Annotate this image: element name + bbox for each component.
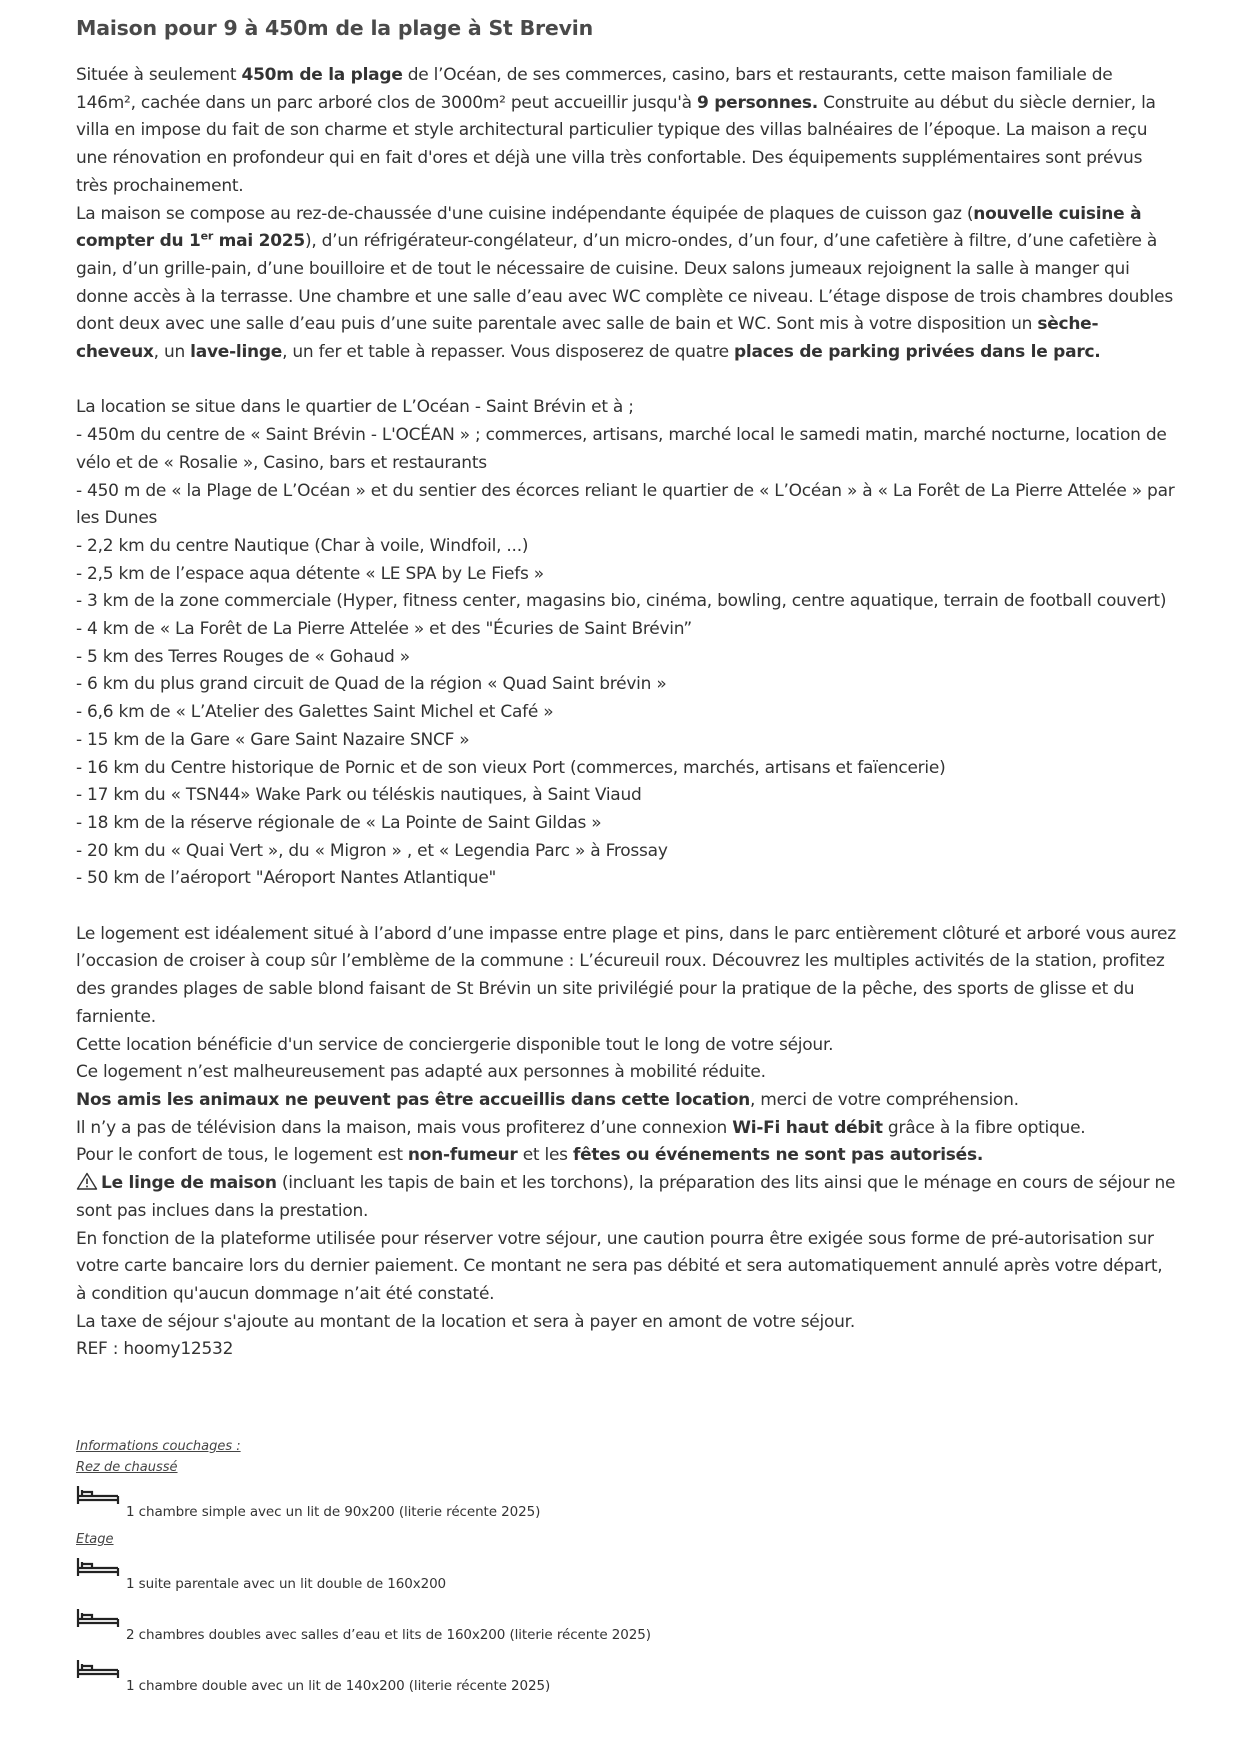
list-item: - 18 km de la réserve régionale de « La Pointe de Saint Gildas » [76,812,602,833]
text-bold: sèche-cheveux [76,314,1099,363]
list-item: - 16 km du Centre historique de Pornic et de son vieux Port (commerces, marchés, artisans et faïencerie) [76,757,946,778]
bed-icon [76,1556,120,1578]
list-item: - 4 km de « La Forêt de La Pierre Attelée » et des "Écuries de Saint Brévin” [76,619,692,640]
linen-note [76,1170,1176,1225]
list-item: - 5 km des Terres Rouges de « Gohaud » [76,646,410,667]
list-item: - 50 km de l’aéroport "Aéroport Nantes Atlantique" [76,868,497,889]
text: La maison se compose au rez-de-chaussée d'une cuisine indépendante équipée de plaques de cuisson gaz ( [76,203,974,224]
text: , un [153,342,191,363]
text: mai 2025 [213,231,305,252]
text: , merci de votre compréhension. [749,1089,1019,1110]
text-bold: places de parking privées dans le parc. [733,342,1101,363]
text: et les [517,1145,573,1166]
bed-row [76,1550,1176,1601]
text-bold: non-fumeur [407,1145,518,1166]
upstairs-label: Etage [76,1532,114,1547]
list-item: - 6,6 km de « L’Atelier des Galettes Saint Michel et Café » [76,702,554,723]
bed-icon [76,1658,120,1680]
sleeping-info [76,1436,1176,1703]
bed-row [76,1478,1176,1529]
text: , un fer et table à repasser. Vous disposerez de quatre [282,342,734,363]
page-title: Maison pour 9 à 450m de la plage à St Brevin [76,16,593,40]
warning-icon [76,1172,98,1190]
bed-icon [76,1607,120,1629]
list-item: - 20 km du « Quai Vert », du « Migron » , et « Legendia Parc » à Frossay [76,840,668,861]
description-body [76,62,1176,1364]
text-bold: lave-linge [190,342,283,363]
intro-paragraph-1 [76,62,1176,201]
text: Construite au début du siècle dernier, la villa en impose du fait de son charme et style architectural particulier typique des villas balnéaires de l’époque. La maison a reçu une rénovation en profondeur qui en fait d'ores et déjà une villa très confortable. Des équipements supplémentaires sont prévus très prochainement. [76,92,1156,196]
deposit-note: En fonction de la plateforme utilisée pour réserver votre séjour, une caution pourra être exigée sous forme de pré-autorisation sur votre carte bancaire lors du dernier paiement. Ce montant ne sera pas débité et sera automatiquement annulé après votre départ, à condition qu'aucun dommage n’ait été constaté. [76,1228,1163,1304]
list-item: - 2,5 km de l’espace aqua détente « LE SPA by Le Fiefs » [76,563,544,584]
superscript: er [200,229,214,243]
text-bold: 450m de la plage [241,65,403,85]
tax-note: La taxe de séjour s'ajoute au montant de la location et sera à payer en amont de votre séjour. [76,1311,855,1332]
text: ), d’un réfrigérateur-congélateur, d’un micro-ondes, d’un four, d’une cafetière à filtre, d’une cafetière à gain, d’un grille-pain, d’une bouilloire et de tout le nécessaire de cuisine. Deux salons jumeaux rejoignent la salle à manger qui donne accès à la terrasse. Une chambre et une salle d’eau avec WC complète ce niveau. L’étage dispose de trois chambres doubles dont deux avec une salle d’eau puis d’une suite parentale avec salle de bain et WC. Sont mis à votre disposition un [76,231,1173,335]
text-bold: fêtes ou événements ne sont pas autorisés. [572,1145,984,1166]
bed-description: 1 chambre simple avec un lit de 90x200 (literie récente 2025) [126,1504,541,1520]
text: Il n’y a pas de télévision dans la maison, mais vous profiterez d’une connexion [76,1117,733,1138]
text-bold: 9 personnes. [697,92,818,113]
rules-note [76,1142,1176,1170]
text: nouvelle cuisine à compter du 1 [76,203,1142,252]
location-list [76,422,1176,893]
bed-description: 1 chambre double avec un lit de 140x200 (literie récente 2025) [126,1678,551,1694]
text-bold: Le linge de maison [101,1173,277,1194]
ground-floor-label: Rez de chaussé [76,1460,178,1475]
bed-icon [76,1484,120,1506]
intro-paragraph-2 [76,201,1176,367]
wifi-note [76,1115,1176,1143]
list-item: - 2,2 km du centre Nautique (Char à voile, Windfoil, ...) [76,535,529,556]
details-paragraph: Le logement est idéalement situé à l’abord d’une impasse entre plage et pins, dans le parc entièrement clôturé et arboré vous aurez l’occasion de croiser à coup sûr l’emblème de la commune : L’écureuil roux. Découvrez les multiples activités de la station, profitez des grandes plages de sable blond faisant de St Brévin un site privilégié pour la pratique de la pêche, des sports de glisse et du farniente. [76,923,1176,1027]
text: de l’Océan, de ses commerces, casino, bars et restaurants, cette maison familiale de 146m², cachée dans un parc arboré clos de 3000m² peut accueillir jusqu'à [76,65,1113,113]
text: Située à seulement [76,65,242,85]
pets-note [76,1087,1176,1115]
bed-row [76,1652,1176,1703]
text: Pour le confort de tous, le logement est [76,1145,408,1166]
bed-description: 1 suite parentale avec un lit double de 160x200 [126,1576,447,1592]
list-item: - 450 m de « la Plage de L’Océan » et du sentier des écorces reliant le quartier de « L’Océan » à « La Forêt de La Pierre Attelée » par les Dunes [76,480,1175,529]
list-item: - 3 km de la zone commerciale (Hyper, fitness center, magasins bio, cinéma, bowling, centre aquatique, terrain de football couvert) [76,591,1167,612]
text: grâce à la fibre optique. [882,1117,1086,1138]
bed-description: 2 chambres doubles avec salles d’eau et lits de 160x200 (literie récente 2025) [126,1627,651,1643]
accessibility-note: Ce logement n’est malheureusement pas adapté aux personnes à mobilité réduite. [76,1062,766,1083]
reference: REF : hoomy12532 [76,1339,234,1360]
list-item: - 17 km du « TSN44» Wake Park ou téléskis nautiques, à Saint Viaud [76,785,642,806]
text-bold: Nos amis les animaux ne peuvent pas être accueillis dans cette location [76,1089,750,1110]
text: (incluant les tapis de bain et les torchons), la préparation des lits ainsi que le ménage en cours de séjour ne sont pas inclues dans la prestation. [76,1173,1176,1221]
list-item: - 450m du centre de « Saint Brévin - L'OCÉAN » ; commerces, artisans, marché local le samedi matin, marché nocturne, location de vélo et de « Rosalie », Casino, bars et restaurants [76,425,1167,473]
list-item: - 15 km de la Gare « Gare Saint Nazaire SNCF » [76,729,470,750]
bed-row [76,1601,1176,1652]
sleeping-label: Informations couchages : [76,1439,241,1454]
location-heading: La location se situe dans le quartier de L’Océan - Saint Brévin et à ; [76,397,634,418]
list-item: - 6 km du plus grand circuit de Quad de la région « Quad Saint brévin » [76,674,667,695]
text-bold: Wi-Fi haut débit [732,1117,883,1138]
concierge-note: Cette location bénéficie d'un service de conciergerie disponible tout le long de votre séjour. [76,1034,834,1055]
